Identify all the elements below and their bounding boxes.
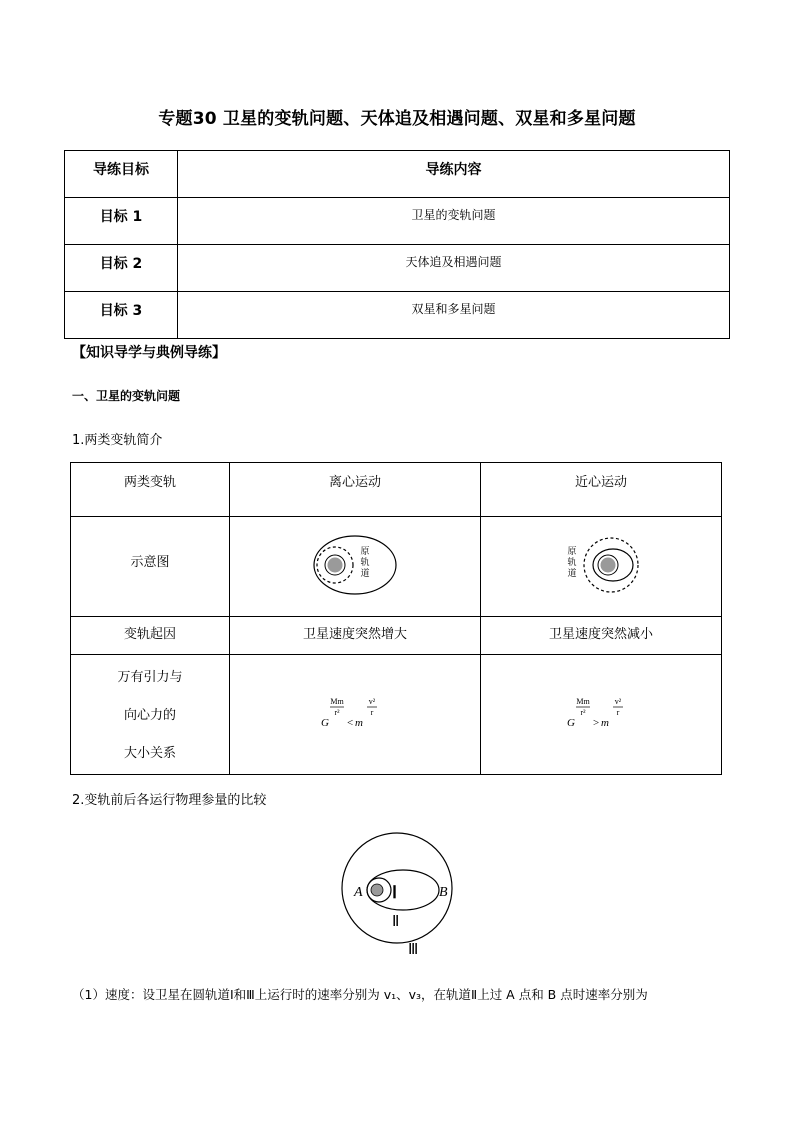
planet bbox=[328, 557, 343, 572]
transfer-table bbox=[70, 462, 722, 775]
formula-r: r bbox=[616, 707, 620, 717]
centripetal-diagram-cell bbox=[481, 517, 722, 617]
orbit-label-char: 原 bbox=[567, 546, 577, 557]
item1-heading: 1.两类变轨简介 bbox=[72, 433, 163, 448]
transfer-table-header bbox=[71, 463, 722, 517]
formula-m: m bbox=[355, 716, 363, 729]
planet bbox=[371, 884, 383, 896]
cause-right: 卫星速度突然减小 bbox=[481, 617, 722, 655]
formula-less-than bbox=[315, 688, 395, 738]
row-diagram-label: 示意图 bbox=[71, 517, 230, 617]
point-A-label: A bbox=[354, 885, 363, 900]
orbit-III-label: Ⅲ bbox=[408, 942, 419, 958]
planet bbox=[601, 557, 616, 572]
elliptical-orbit bbox=[314, 536, 396, 594]
header-centrifugal: 离心运动 bbox=[230, 463, 481, 517]
cause-left: 卫星速度突然增大 bbox=[230, 617, 481, 655]
header-type: 两类变轨 bbox=[71, 463, 230, 517]
orbit-label-char: 原 bbox=[360, 546, 370, 557]
formula-Mm: Mm bbox=[576, 696, 590, 706]
goal-label: 目标 1 bbox=[65, 198, 178, 245]
table-row bbox=[71, 517, 722, 617]
table-row bbox=[71, 655, 722, 775]
centrifugal-orbit-diagram bbox=[310, 530, 400, 600]
formula-m: m bbox=[601, 716, 609, 729]
formula-r: r bbox=[370, 707, 374, 717]
formula-r2: r² bbox=[580, 707, 586, 717]
relation-line: 向心力的 bbox=[123, 708, 176, 723]
orbit-label-char: 道 bbox=[360, 568, 370, 579]
formula-greater-than bbox=[561, 688, 641, 738]
speed-paragraph: （1）速度：设卫星在圆轨道Ⅰ和Ⅲ上运行时的速率分别为 v₁、v₃，在轨道Ⅱ上过 A 点和 B 点时速率分别为 bbox=[72, 987, 648, 1002]
formula-G: G bbox=[567, 716, 575, 729]
section1-heading: 一、卫星的变轨问题 bbox=[72, 389, 181, 403]
goal-content: 双星和多星问题 bbox=[178, 292, 730, 339]
goals-table bbox=[64, 150, 730, 339]
formula-operator: < bbox=[347, 716, 354, 729]
page-title: 专题30 卫星的变轨问题、天体追及相遇问题、双星和多星问题 bbox=[158, 109, 636, 129]
point-B-label: B bbox=[439, 885, 448, 900]
formula-Mm: Mm bbox=[330, 696, 344, 706]
orbit-label-char: 道 bbox=[567, 568, 577, 579]
header-centripetal: 近心运动 bbox=[481, 463, 722, 517]
goals-header-goal: 导练目标 bbox=[65, 151, 178, 198]
formula-left-cell bbox=[230, 655, 481, 775]
orbit-label-char: 轨 bbox=[360, 557, 370, 568]
item2-heading: 2.变轨前后各运行物理参量的比较 bbox=[72, 793, 267, 808]
formula-v2: v² bbox=[614, 696, 622, 706]
centripetal-orbit-diagram bbox=[556, 530, 646, 600]
orbit-label-char: 轨 bbox=[567, 557, 577, 568]
formula-right-cell bbox=[481, 655, 722, 775]
goal-label: 目标 3 bbox=[65, 292, 178, 339]
goals-header-content: 导练内容 bbox=[178, 151, 730, 198]
orbit-II-label: Ⅱ bbox=[392, 914, 400, 930]
goal-content: 天体追及相遇问题 bbox=[178, 245, 730, 292]
table-row bbox=[65, 198, 730, 245]
relation-line: 大小关系 bbox=[123, 746, 176, 761]
knowledge-heading: 【知识导学与典例导练】 bbox=[72, 345, 226, 361]
formula-G: G bbox=[321, 716, 329, 729]
table-row bbox=[71, 617, 722, 655]
row-cause-label: 变轨起因 bbox=[71, 617, 230, 655]
goal-content: 卫星的变轨问题 bbox=[178, 198, 730, 245]
table-row bbox=[65, 245, 730, 292]
orbit-transfer-figure bbox=[340, 828, 470, 958]
goal-label: 目标 2 bbox=[65, 245, 178, 292]
orbit-I-label: Ⅰ bbox=[392, 883, 398, 902]
table-row bbox=[65, 292, 730, 339]
goals-table-header bbox=[65, 151, 730, 198]
formula-v2: v² bbox=[368, 696, 376, 706]
formula-r2: r² bbox=[334, 707, 340, 717]
centrifugal-diagram-cell bbox=[230, 517, 481, 617]
row-relation-label bbox=[71, 655, 230, 775]
formula-operator: > bbox=[593, 716, 600, 729]
relation-line: 万有引力与 bbox=[117, 670, 183, 685]
